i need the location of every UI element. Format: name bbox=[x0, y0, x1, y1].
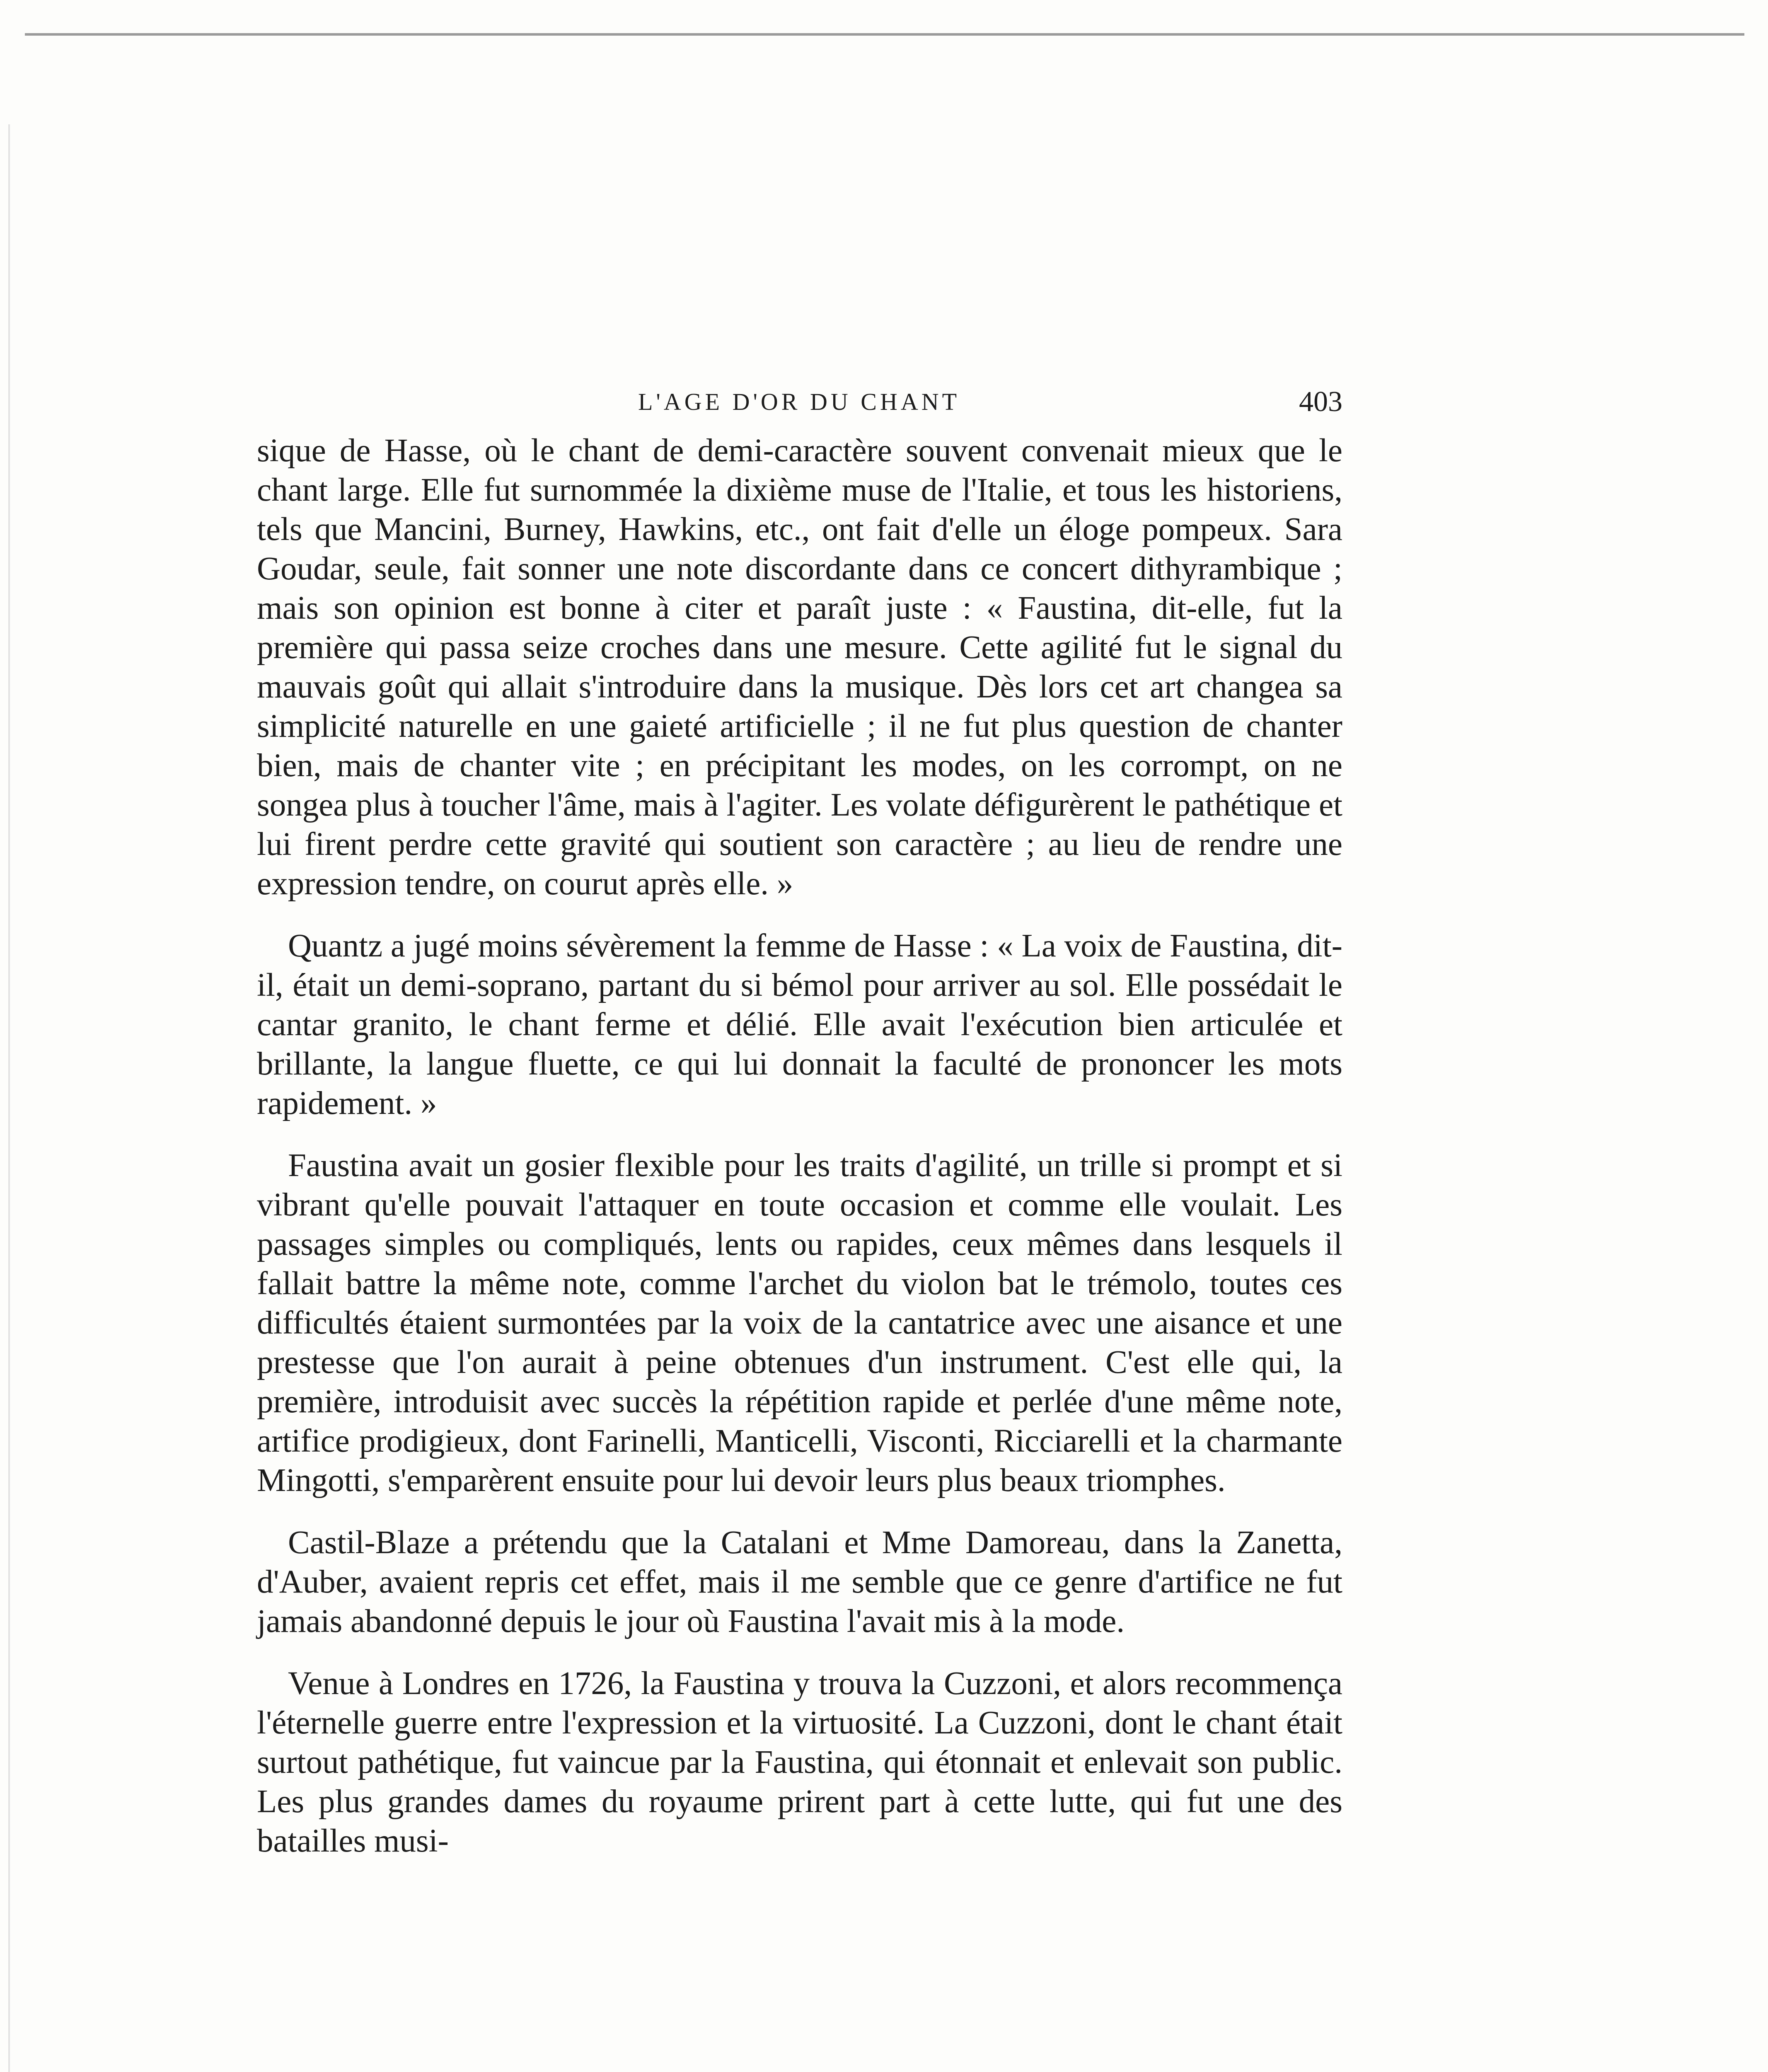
left-margin-shadow bbox=[8, 124, 10, 2072]
paragraph-castil-blaze: Castil-Blaze a prétendu que la Catalani et Mme Damoreau, dans la Zanetta, d'Auber, avaient repris cet effet, mais il me semble que ce genre d'artifice ne fut jamais abandonné depuis le jour où Faustina l'avait mis à la mode. bbox=[257, 1525, 1342, 1639]
running-title: L'AGE D'OR DU CHANT bbox=[638, 388, 960, 415]
paragraph-london: Venue à Londres en 1726, la Faustina y trouva la Cuzzoni, et alors recommença l'éternelle guerre entre l'expression et la virtuosité. La Cuzzoni, dont le chant était surtout pathétique, fut vaincue par la Faustina, qui étonnait et enlevait son public. Les plus grandes dames du royaume prirent part à cette lutte, qui fut une des batailles musi- bbox=[257, 1665, 1342, 1859]
page-header bbox=[257, 383, 1342, 421]
paragraph-continuation: sique de Hasse, où le chant de demi-caractère souvent convenait mieux que le chant large. Elle fut surnommée la dixième muse de l'Italie, et tous les historiens, tels que Mancini, Burney, Hawkins, etc., ont fait d'elle un éloge pompeux. Sara Goudar, seule, fait sonner une note discordante dans ce concert dithyrambique ; mais son opinion est bonne à citer et paraît juste : « Faustina, dit-elle, fut la première qui passa seize croches dans une mesure. Cette agilité fut le signal du mauvais goût qui allait s'introduire dans la musique. Dès lors cet art changea sa simplicité naturelle en une gaieté artificielle ; il ne fut plus question de chanter bien, mais de chanter vite ; en précipitant les modes, on les corrompt, on ne songea plus à toucher l'âme, mais à l'agiter. Les volate défigurèrent le pathétique et lui firent perdre cette gravité qui soutient son caractère ; au lieu de rendre une expression tendre, on courut après elle. » bbox=[257, 433, 1342, 902]
page-number: 403 bbox=[1299, 386, 1342, 418]
top-border-rule bbox=[25, 33, 1744, 36]
body-text bbox=[257, 431, 1342, 1861]
paragraph-agility: Faustina avait un gosier flexible pour les traits d'agilité, un trille si prompt et si vibrant qu'elle pouvait l'attaquer en toute occasion et comme elle voulait. Les passages simples ou compliqués, lents ou rapides, ceux mêmes dans lesquels il fallait battre la même note, comme l'archet du violon bat le trémolo, toutes ces difficultés étaient surmontées par la voix de la cantatrice avec une aisance et une prestesse que l'on aurait à peine obtenues d'un instrument. C'est elle qui, la première, introduisit avec succès la répétition rapide et perlée d'une même note, artifice prodigieux, dont Farinelli, Manticelli, Visconti, Ricciarelli et la charmante Mingotti, s'emparèrent ensuite pour lui devoir leurs plus beaux triomphes. bbox=[257, 1147, 1342, 1498]
paragraph-quantz: Quantz a jugé moins sévèrement la femme de Hasse : « La voix de Faustina, dit-il, était un demi-soprano, partant du si bémol pour arriver au sol. Elle possédait le cantar granito, le chant ferme et délié. Elle avait l'exécution bien articulée et brillante, la langue fluette, ce qui lui donnait la faculté de prononcer les mots rapidement. » bbox=[257, 928, 1342, 1121]
